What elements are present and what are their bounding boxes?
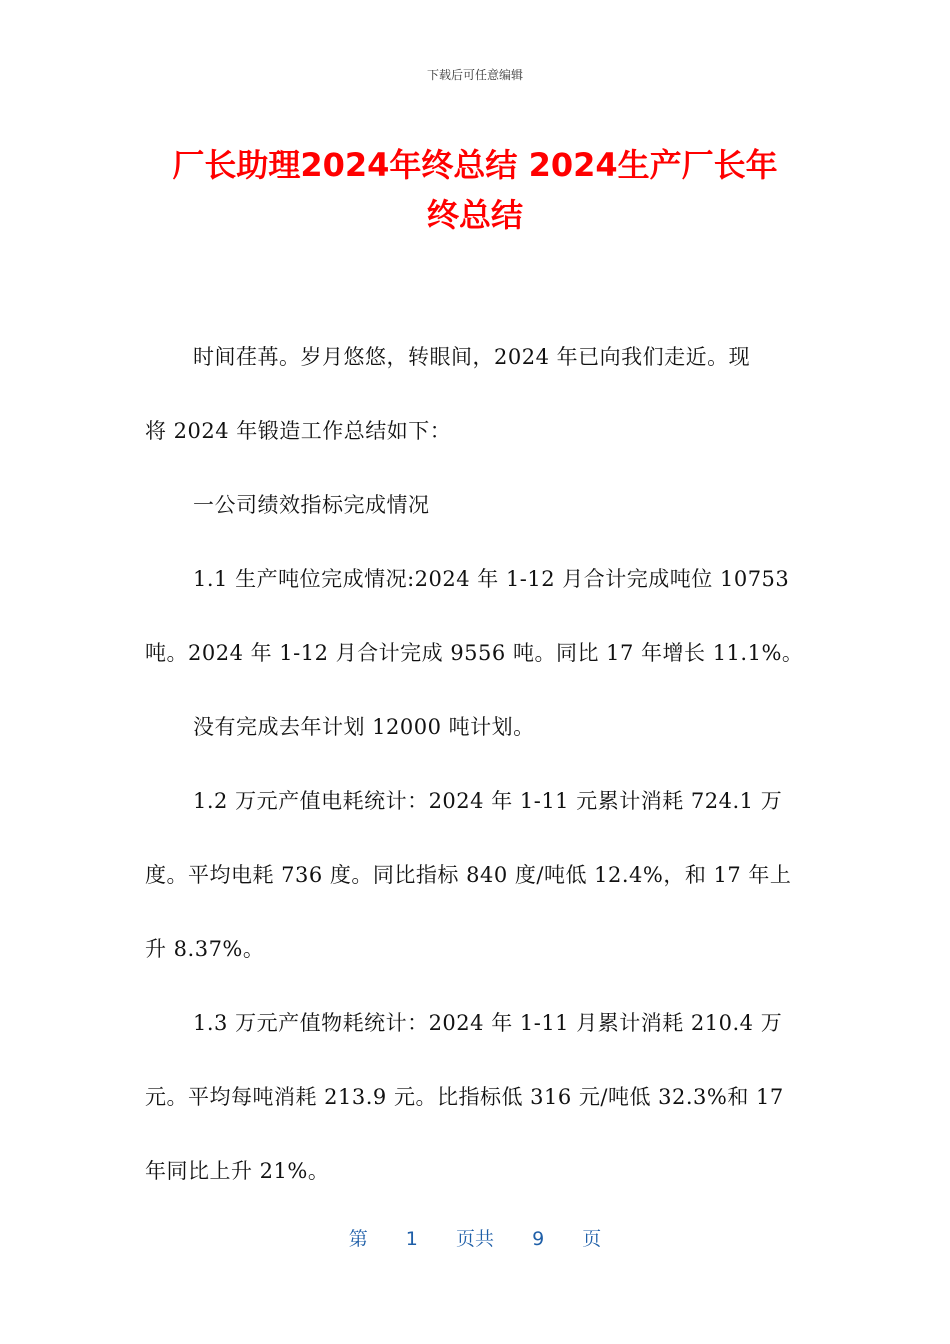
title-line-2: 终总结	[426, 196, 523, 234]
body-line: 没有完成去年计划 12000 吨计划。	[193, 715, 535, 739]
page-label-suffix: 页	[582, 1228, 602, 1250]
title-line-1: 厂长助理2024年终总结 2024生产厂长年	[172, 146, 778, 184]
body-line: 1.3 万元产值物耗统计：2024 年 1-11 月累计消耗 210.4 万	[193, 1011, 783, 1035]
page-footer	[0, 1224, 950, 1251]
body-line: 1.1 生产吨位完成情况:2024 年 1-12 月合计完成吨位 10753	[193, 567, 790, 591]
document-body	[145, 320, 805, 1208]
document-title	[120, 140, 830, 240]
body-line: 1.2 万元产值电耗统计：2024 年 1-11 元累计消耗 724.1 万	[193, 789, 783, 813]
page-label-prefix: 第	[348, 1228, 368, 1250]
body-line: 将 2024 年锻造工作总结如下：	[145, 419, 452, 443]
body-line: 升 8.37%。	[145, 937, 265, 961]
body-line: 吨。2024 年 1-12 月合计完成 9556 吨。同比 17 年增长 11.1%。	[145, 641, 804, 665]
body-line: 元。平均每吨消耗 213.9 元。比指标低 316 元/吨低 32.3%和 17	[145, 1085, 784, 1109]
page-current: 1	[405, 1228, 418, 1250]
section-heading: 一公司绩效指标完成情况	[193, 493, 430, 517]
page-label-mid: 页共	[455, 1228, 494, 1250]
body-line: 年同比上升 21%。	[145, 1159, 330, 1183]
page-total: 9	[532, 1228, 545, 1250]
body-line: 度。平均电耗 736 度。同比指标 840 度/吨低 12.4%，和 17 年上	[145, 863, 792, 887]
header-note: 下载后可任意编辑	[426, 68, 523, 82]
body-line: 时间荏苒。岁月悠悠，转眼间，2024 年已向我们走近。现	[193, 345, 751, 369]
